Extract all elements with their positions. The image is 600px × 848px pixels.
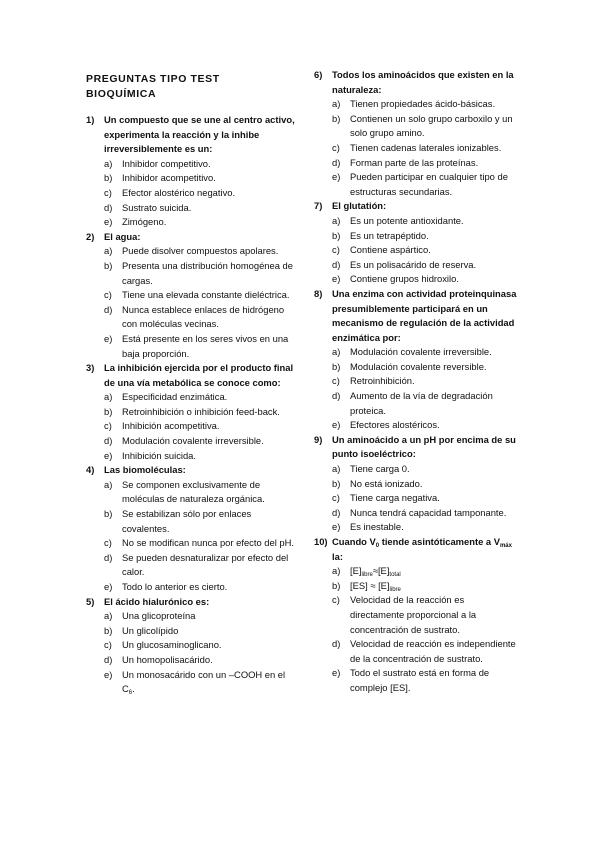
question-text: El ácido hialurónico es: bbox=[104, 595, 210, 607]
option-text: Está presente en los seres vivos en una baja proporción. bbox=[122, 332, 289, 359]
subscript: 6 bbox=[128, 690, 133, 697]
option-e bbox=[104, 668, 298, 697]
option-d bbox=[332, 637, 520, 666]
option-text: Se estabilizan sólo por enlaces covalentes. bbox=[122, 508, 252, 534]
option-text-part: ≈[E] bbox=[372, 565, 390, 577]
option-text: Tienen propiedades ácido-básicas. bbox=[350, 98, 496, 110]
option-letter: e) bbox=[332, 521, 341, 533]
option-e bbox=[104, 332, 298, 361]
option-letter: d) bbox=[332, 638, 341, 650]
option-a bbox=[104, 609, 298, 624]
option-b bbox=[332, 112, 520, 141]
option-letter: a) bbox=[104, 157, 113, 169]
option-text: Zimógeno. bbox=[122, 216, 167, 228]
option-text: Es un potente antioxidante. bbox=[350, 214, 464, 226]
subscript: libre bbox=[361, 572, 373, 579]
option-text: Es inestable. bbox=[350, 521, 404, 533]
option-text: Todo el sustrato está en forma de complejo [ES]. bbox=[350, 667, 490, 693]
option-text: Se pueden desnaturalizar por efecto del calor. bbox=[122, 551, 289, 578]
option-a bbox=[332, 214, 520, 229]
option-letter: b) bbox=[104, 172, 113, 184]
option-c bbox=[104, 186, 298, 201]
option-b bbox=[332, 477, 520, 492]
question-text: El agua: bbox=[104, 230, 141, 242]
option-letter: d) bbox=[332, 506, 341, 518]
option-c bbox=[104, 536, 298, 551]
option-text: Puede disolver compuestos apolares. bbox=[122, 245, 279, 257]
option-letter: a) bbox=[332, 565, 341, 577]
question-3 bbox=[86, 361, 298, 463]
option-text: Tiene carga 0. bbox=[350, 463, 410, 475]
question-text: Todos los aminoácidos que existen en la naturaleza: bbox=[332, 69, 514, 95]
option-text-tail: . bbox=[132, 683, 135, 695]
option-text: Contienen un solo grupo carboxilo y un solo grupo amino. bbox=[350, 112, 513, 139]
option-letter: b) bbox=[332, 579, 341, 591]
option-b bbox=[332, 229, 520, 244]
option-text: Sustrato suicida. bbox=[122, 201, 192, 213]
option-text: Todo lo anterior es cierto. bbox=[122, 581, 228, 592]
question-10 bbox=[314, 535, 520, 696]
option-d bbox=[104, 201, 298, 216]
option-text: Tienen cadenas laterales ionizables. bbox=[350, 141, 502, 153]
option-a bbox=[332, 462, 520, 477]
question-number: 5) bbox=[86, 595, 95, 607]
option-a bbox=[104, 157, 298, 172]
option-b bbox=[104, 259, 298, 288]
question-number: 9) bbox=[314, 433, 323, 445]
question-number: 4) bbox=[86, 464, 95, 476]
option-letter: e) bbox=[332, 667, 341, 679]
option-c bbox=[104, 419, 298, 434]
question-text: Un compuesto que se une al centro activo, experimenta la reacción y la inhibe irreversiblemente es un: bbox=[104, 114, 295, 155]
option-letter: d) bbox=[332, 390, 341, 402]
option-letter: c) bbox=[332, 375, 340, 387]
option-letter: d) bbox=[104, 303, 113, 315]
option-letter: c) bbox=[104, 420, 112, 432]
option-text: Se componen exclusivamente de moléculas de naturaleza orgánica. bbox=[122, 478, 265, 505]
option-c bbox=[332, 141, 520, 156]
option-d bbox=[104, 434, 298, 449]
option-a bbox=[332, 345, 520, 360]
option-text: Es un polisacárido de reserva. bbox=[350, 258, 477, 270]
option-letter: b) bbox=[332, 229, 341, 241]
option-b bbox=[332, 360, 520, 375]
question-7 bbox=[314, 199, 520, 287]
option-text: Efector alostérico negativo. bbox=[122, 186, 236, 198]
question-number: 8) bbox=[314, 287, 323, 299]
question-number: 6) bbox=[314, 69, 323, 80]
option-letter: e) bbox=[332, 273, 341, 285]
document-title bbox=[86, 72, 298, 102]
question-list-left bbox=[86, 113, 298, 697]
option-text: Modulación covalente irreversible. bbox=[350, 346, 492, 358]
option-letter: c) bbox=[332, 244, 340, 256]
subscript: total bbox=[389, 572, 401, 579]
question-number: 1) bbox=[86, 114, 95, 125]
option-e bbox=[104, 580, 298, 595]
option-text: Nunca establece enlaces de hidrógeno con moléculas vecinas. bbox=[122, 303, 285, 330]
option-d bbox=[332, 156, 520, 171]
option-text: Especificidad enzimática. bbox=[122, 391, 228, 403]
option-letter: d) bbox=[104, 551, 113, 563]
option-text: Inhibición acompetitiva. bbox=[122, 420, 220, 432]
option-a bbox=[104, 244, 298, 259]
option-text: Un monosacárido con un –COOH en el C bbox=[122, 668, 286, 695]
option-letter: b) bbox=[104, 624, 113, 636]
option-letter: c) bbox=[104, 537, 112, 549]
option-text: Velocidad de la reacción es directamente proporcional a la concentración de sustrato. bbox=[350, 594, 477, 635]
option-a bbox=[332, 564, 520, 579]
option-letter: e) bbox=[104, 668, 113, 680]
option-text: Retroinhibición o inhibición feed-back. bbox=[122, 405, 280, 417]
option-c bbox=[332, 491, 520, 506]
option-letter: e) bbox=[104, 216, 113, 228]
option-b bbox=[104, 171, 298, 186]
option-letter: a) bbox=[332, 346, 341, 358]
option-letter: c) bbox=[332, 492, 340, 504]
option-letter: b) bbox=[104, 259, 113, 271]
question-2 bbox=[86, 230, 298, 361]
option-e bbox=[104, 449, 298, 464]
question-9 bbox=[314, 433, 520, 535]
question-5 bbox=[86, 595, 298, 697]
option-c bbox=[104, 638, 298, 653]
question-text bbox=[332, 535, 520, 564]
option-text: Un glicolípido bbox=[122, 624, 179, 636]
option-letter: b) bbox=[332, 112, 341, 124]
question-6 bbox=[314, 68, 520, 199]
option-a bbox=[104, 478, 298, 507]
title-line-1: PREGUNTAS TIPO TEST bbox=[86, 73, 220, 85]
option-text: Tiene carga negativa. bbox=[350, 492, 440, 504]
option-letter: c) bbox=[332, 594, 340, 606]
option-text: Una glicoproteína bbox=[122, 610, 196, 622]
option-text: No se modifican nunca por efecto del pH. bbox=[122, 537, 294, 549]
option-e bbox=[332, 170, 520, 199]
option-text: Inhibidor competitivo. bbox=[122, 157, 211, 169]
option-e bbox=[332, 666, 520, 695]
option-d bbox=[104, 303, 298, 332]
option-letter: e) bbox=[104, 449, 113, 461]
question-text-part: Cuando V bbox=[332, 536, 376, 547]
question-text-part: tiende asintóticamente a V bbox=[379, 536, 500, 547]
question-number: 10) bbox=[314, 536, 328, 547]
question-text: Una enzima con actividad proteinquinasa presumiblemente participará en un mecanismo de regulación de la actividad enzimática por: bbox=[332, 287, 517, 343]
option-letter: c) bbox=[104, 639, 112, 651]
option-letter: a) bbox=[104, 245, 113, 257]
option-text: Inhibición suicida. bbox=[122, 449, 197, 461]
option-text: Efectores alostéricos. bbox=[350, 419, 440, 431]
option-letter: b) bbox=[104, 405, 113, 417]
option-e bbox=[332, 418, 520, 433]
question-text: Un aminoácido a un pH por encima de su punto isoeléctrico: bbox=[332, 433, 516, 460]
question-text-part: la: bbox=[332, 550, 343, 562]
option-letter: d) bbox=[104, 653, 113, 665]
option-b bbox=[332, 579, 520, 594]
option-c bbox=[332, 374, 520, 389]
option-text: Inhibidor acompetitivo. bbox=[122, 172, 216, 184]
option-letter: d) bbox=[104, 201, 113, 213]
title-line-2: BIOQUÍMICA bbox=[86, 88, 157, 100]
option-c bbox=[332, 243, 520, 258]
option-b bbox=[104, 405, 298, 420]
option-a bbox=[104, 390, 298, 405]
option-letter: a) bbox=[332, 463, 341, 475]
option-text: Modulación covalente irreversible. bbox=[122, 435, 264, 447]
question-number: 3) bbox=[86, 362, 95, 374]
option-b bbox=[104, 624, 298, 639]
option-letter: a) bbox=[104, 478, 113, 490]
option-text: Es un tetrapéptido. bbox=[350, 229, 429, 241]
option-text: Un homopolisacárido. bbox=[122, 653, 213, 665]
option-letter: a) bbox=[104, 610, 113, 622]
option-text: Contiene aspártico. bbox=[350, 244, 431, 256]
right-column bbox=[314, 68, 520, 696]
question-text: El glutatión: bbox=[332, 200, 387, 212]
option-text: No está ionizado. bbox=[350, 477, 423, 489]
option-text: Un glucosaminoglicano. bbox=[122, 639, 222, 651]
option-d bbox=[104, 551, 298, 580]
question-8 bbox=[314, 287, 520, 433]
question-number: 7) bbox=[314, 200, 323, 212]
option-a bbox=[332, 97, 520, 112]
option-text-part: [ES] ≈ [E] bbox=[350, 579, 390, 591]
subscript: máx bbox=[499, 543, 512, 549]
option-text: Contiene grupos hidroxilo. bbox=[350, 273, 459, 285]
option-e bbox=[332, 272, 520, 287]
option-e bbox=[332, 520, 520, 535]
question-number: 2) bbox=[86, 230, 95, 242]
option-letter: c) bbox=[332, 141, 340, 153]
option-letter: e) bbox=[104, 332, 113, 344]
option-letter: e) bbox=[332, 171, 341, 183]
option-letter: a) bbox=[332, 98, 341, 110]
option-text: Velocidad de reacción es independiente de la concentración de sustrato. bbox=[350, 638, 516, 664]
option-letter: a) bbox=[332, 214, 341, 226]
option-text: Nunca tendrá capacidad tamponante. bbox=[350, 506, 507, 518]
option-e bbox=[104, 215, 298, 230]
option-letter: b) bbox=[332, 477, 341, 489]
option-text: Forman parte de las proteínas. bbox=[350, 156, 479, 168]
question-list-right bbox=[314, 68, 520, 535]
option-letter: b) bbox=[104, 508, 113, 520]
option-text: Pueden participar en cualquier tipo de estructuras secundarias. bbox=[350, 171, 508, 197]
option-letter: e) bbox=[332, 419, 341, 431]
option-letter: d) bbox=[104, 435, 113, 447]
option-b bbox=[104, 507, 298, 536]
option-d bbox=[104, 653, 298, 668]
question-1 bbox=[86, 113, 298, 230]
option-letter: a) bbox=[104, 391, 113, 403]
option-letter: c) bbox=[104, 186, 112, 198]
option-text: Aumento de la vía de degradación proteica. bbox=[350, 390, 493, 416]
option-d bbox=[332, 258, 520, 273]
option-text: Tiene una elevada constante dieléctrica. bbox=[122, 289, 290, 301]
left-column bbox=[86, 68, 298, 697]
question-text: Las biomoléculas: bbox=[104, 464, 186, 476]
subscript: 0 bbox=[375, 543, 380, 549]
option-letter: e) bbox=[104, 581, 113, 592]
option-text: Presenta una distribución homogénea de cargas. bbox=[122, 259, 293, 286]
option-letter: d) bbox=[332, 156, 341, 168]
option-text: Modulación covalente reversible. bbox=[350, 360, 487, 372]
option-d bbox=[332, 506, 520, 521]
option-c bbox=[104, 288, 298, 303]
question-text: La inhibición ejercida por el producto final de una vía metabólica se conoce como: bbox=[104, 362, 294, 388]
option-c bbox=[332, 593, 520, 637]
option-text-part: [E] bbox=[350, 565, 362, 577]
option-letter: b) bbox=[332, 360, 341, 372]
option-letter: c) bbox=[104, 289, 112, 301]
subscript: libre bbox=[389, 586, 401, 593]
question-4 bbox=[86, 463, 298, 594]
option-text: Retroinhibición. bbox=[350, 375, 415, 387]
option-letter: d) bbox=[332, 258, 341, 270]
option-d bbox=[332, 389, 520, 418]
